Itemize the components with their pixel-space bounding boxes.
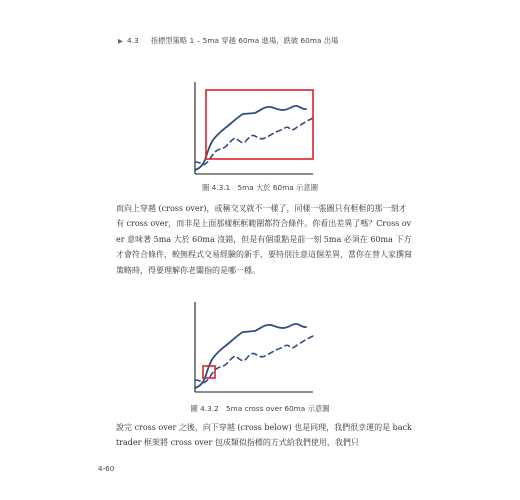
page-number: 4-60 (98, 464, 115, 473)
figure-1-diagram (185, 80, 325, 180)
figure-1-caption: 圖 4.3.1 5ma 大於 60ma 示意圖 (201, 183, 318, 192)
figure-1-5ma-line (195, 106, 306, 170)
section-title: 指標型策略 1 – 5ma 穿越 60ma 進場，跌破 60ma 出場 (150, 36, 339, 45)
section-arrow-icon: ▶ (118, 37, 124, 45)
section-number: 4.3 (127, 36, 139, 45)
body-paragraph-1: 而向上穿越 (cross over)，或稱交叉就不一樣了，同樣一張圖只有框框的那一刻才有 cross over，而非是上面那樣框框範圍都符合條件。你看出差異了嗎？Cross over 意味著 5ma 大於 60ma 沒錯，但是有個重點是前一刻 5ma 必須在 60ma 下方才會符合條件，較無程式交易經驗的新手，要特別注意這個差異，當你在替人家撰寫策略時，得要理解你老闆指的是哪一種。 (116, 204, 412, 275)
figure-2-caption: 圖 4.3.2 5ma cross over 60ma 示意圖 (190, 404, 330, 413)
running-header (118, 36, 338, 46)
body-paragraph-2: 說完 cross over 之後，向下穿越 (cross below) 也是同理，我們很幸運的是 backtrader 框架將 cross over 包成類似指標的方式給我們使用，我們只 (116, 423, 412, 448)
figure-2-diagram (185, 300, 325, 400)
figure-1-highlight-box (206, 90, 313, 159)
